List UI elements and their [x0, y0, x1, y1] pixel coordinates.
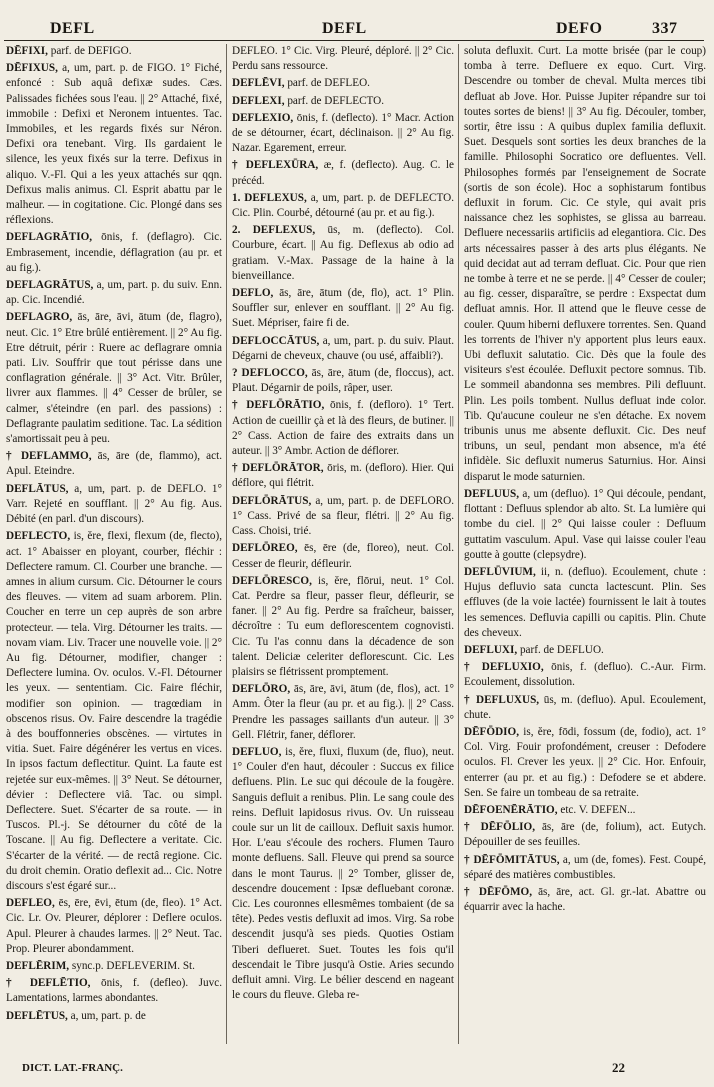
entry-headword: † DEFLAMMO, [6, 450, 92, 463]
footer-sheet-number: 22 [612, 1060, 625, 1075]
entry-definition: ōnis, f. (defleo). Juvc. Lamentations, larmes abondantes. [6, 977, 222, 1005]
entry-headword: DEFLEXI, [232, 94, 285, 107]
dictionary-entry [232, 223, 454, 284]
entry-definition: a, um, part. p. de DEFLO. 1° Varr. Rejeté en soufflant. || 2° Au fig. Aus. Débité (en parl. d'un discours). [6, 482, 222, 526]
entry-headword: † DEFLUXIO, [464, 661, 544, 674]
entry-definition: a, um (defluo). 1° Qui découle, pendant, flottant : Defluus splendor ab alto. St. La lumière qui tombe du ciel. || 2° Qui laisse couler : Defluum guttatim vasculum. Apul. Vase qui laisse couler l'eau goutte à goutte (clepsydre). [464, 487, 706, 561]
entry-headword: DEFLŌRO, [232, 683, 291, 696]
entry-definition: ōnis, f. (defluo). C.-Aur. Firm. Ecoulement, dissolution. [464, 661, 706, 689]
entry-headword: ? DEFLOCCO, [232, 367, 308, 380]
dictionary-entry [464, 660, 706, 690]
column-divider [226, 44, 227, 1044]
entry-headword: DEFLEXIO, [232, 111, 294, 124]
entry-definition: ōnis, f. (deflagro). Cic. Embrasement, incendie, déflagration (au pr. et au fig.). [6, 231, 222, 274]
entry-headword: † DEFLEXŪRA, [232, 159, 319, 172]
entry-headword: † DEFLŌRĀTIO, [232, 399, 325, 412]
entry-headword: † DĒFŌLIO, [464, 821, 536, 834]
entry-headword: † DĒFŌMO, [464, 885, 533, 898]
dictionary-entry [232, 366, 454, 396]
dictionary-entry [232, 94, 454, 109]
entry-definition: sync.p. DEFLEVERIM. St. [71, 959, 195, 972]
dictionary-entry [464, 643, 706, 658]
dictionary-entry [232, 574, 454, 680]
dictionary-entry [6, 976, 222, 1006]
dictionary-entry [6, 449, 222, 479]
entry-headword: 1. DEFLEXUS, [232, 191, 307, 204]
dictionary-entry [232, 745, 454, 1003]
dictionary-entry [232, 334, 454, 364]
dictionary-entry [464, 803, 706, 818]
entry-headword: DĒFŌDIO, [464, 725, 520, 738]
entry-headword: DEFLO, [232, 287, 274, 300]
dictionary-entry [464, 725, 706, 801]
dictionary-entry [464, 565, 706, 641]
column-3 [464, 44, 706, 1044]
entry-headword: † DEFLĒTIO, [6, 977, 91, 990]
column-2 [232, 44, 454, 1044]
dictionary-entry [6, 959, 222, 974]
entry-definition: ēs, ēre, ēvi, ētum (de, fleo). 1° Act. Cic. Lr. Ov. Pleurer, déplorer : Deflere oculos. Apul. Pleurer à chaudes larmes. || 2° Neut. Tac. Prop. Pleurer abondamment. [6, 897, 222, 955]
dictionary-entry [232, 461, 454, 491]
entry-headword: † DĒFŌMITĀTUS, [464, 853, 560, 866]
entry-definition: a, um (de, fomes). Fest. Coupé, séparé des matières combustibles. [464, 853, 706, 881]
entry-definition: DEFLEO. 1° Cic. Virg. Pleuré, déploré. || 2° Cic. Perdu sans ressource. [232, 45, 454, 73]
entry-definition: is, ĕre, fōdi, fossum (de, fodio), act. 1° Col. Virg. Fouir profondément, creuser : Defodere oculos. Fl. Crever les yeux. || 2° Cic. Hor. Enfouir, enterrer (au pr. et au fig.) : Defodere se et abdere. Sen. Se faire un tombeau de sa retraite. [464, 725, 706, 799]
entry-headword: DEFLOCCĀTUS, [232, 334, 320, 347]
footer-signature: DICT. LAT.-FRANÇ. [22, 1062, 123, 1074]
entry-headword: DEFLŌRESCO, [232, 574, 312, 587]
entry-headword: DEFLUXI, [464, 643, 518, 656]
header-rule [4, 40, 704, 41]
dictionary-entry [464, 853, 706, 883]
entry-definition: a, um, part. p. de FIGO. 1° Fiché, enfoncé : Sub aquâ defixæ sudes. Cæs. Palissades fichées sous l'eau. || 2° Attaché, fixé, immobile : Defixi et Neronem intuentes. Tac. Immobiles, et les regards fixés sur Néron. Defixi ora tenebant. Virg. Ils gardaient le silence, les yeux fixés sur la terre. Defixus in aliquo. V.-Fl. Qui a les yeux attachés sur qqn. Defixus malis animus. Cl. Esprit abattu par le malheur. — in cogitatione. Cic. Plongé dans ses réflexions. [6, 62, 222, 227]
dictionary-entry [232, 494, 454, 540]
column-1 [6, 44, 222, 1044]
entry-definition: parf. de DEFLUO. [519, 643, 604, 656]
entry-definition: ēs, ēre (de, floreo), neut. Col. Cesser de fleurir, défleurir. [232, 542, 454, 570]
entry-definition: parf. de DEFLEO. [287, 77, 370, 90]
entry-headword: DEFLUUS, [464, 487, 520, 500]
dictionary-entry [464, 885, 706, 915]
entry-definition: a, um, part. p. du suiv. Plaut. Dégarni de cheveux, chauve (ou usé, affaibli?). [232, 334, 454, 362]
dictionary-entry [6, 230, 222, 276]
entry-definition: ās, āre, ātum (de, flo), act. 1° Plin. Souffler sur, enlever en soufflant. || 2° Au fig. Suet. Mépriser, faire fi de. [232, 287, 454, 330]
page-header [0, 0, 714, 44]
entry-headword: DEFLĒVI, [232, 77, 285, 90]
entry-definition: parf. de DEFLECTO. [287, 94, 385, 107]
dictionary-entry [6, 44, 222, 59]
entry-definition: ii, n. (defluo). Ecoulement, chute : Hujus defluvio sata cuncta lactescunt. Plin. Ses effluves (de la voie lactée) fournissent le lait à toutes les semences. Defluvia capilli ou capitis. Plin. Chute des cheveux. [464, 565, 706, 639]
dictionary-entry [6, 61, 222, 228]
dictionary-entry [6, 1009, 222, 1024]
running-head-left: DEFL [50, 20, 95, 37]
page-number: 337 [652, 20, 678, 37]
entry-headword: DEFLĒRIM, [6, 959, 70, 972]
entry-headword: DEFLĒTUS, [6, 1009, 68, 1022]
entry-headword: DEFLEO, [6, 897, 55, 910]
entry-headword: † DEFLŌRĀTOR, [232, 462, 324, 475]
entry-definition: ās, āre (de, flammo), act. Apul. Eteindre. [6, 450, 222, 478]
entry-headword: DĒFIXI, [6, 45, 48, 57]
entry-definition: a, um, part. p. du suiv. Enn. ap. Cic. Incendié. [6, 279, 222, 307]
entry-headword: DEFLAGRĀTUS, [6, 279, 94, 292]
entry-headword: DĒFOENĒRĀTIO, [464, 803, 558, 816]
running-head-right: DEFO [556, 20, 603, 37]
entry-headword: DEFLŌREO, [232, 542, 298, 555]
entry-definition: ūs, m. (defluo). Apul. Ecoulement, chute. [464, 693, 706, 721]
entry-definition: a, um, part. p. de DEFLECTO. Cic. Plin. Courbé, détourné (au pr. et au fig.). [232, 191, 454, 220]
entry-definition: is, ĕre, fluxi, fluxum (de, fluo), neut. 1° Couler d'en haut, découler : Succus ex filice defluens. Plin. Le suc qui découle de la fougère. Sanguis defluit a renibus. Plin. Le sang coule des reins. Defluit lapidosus rivus. Ov. Un ruisseau coule sur un lit de cailloux. Defluit saxis humor. Hor. L'eau s'écoule des rochers. Flumen Tauro monte defluens. Sall. Fleuve qui prend sa source dans le mont Taurus. || 2° Tomber, glisser de, descendre doucement : Ipsæ defluebant coronæ. Cic. Les couronnes ellesmêmes tombaient (de sa tête). Pedes vestis defluxit ad imos. Virg. Sa robe descendit jusqu'à ses pieds. Quoties Ostiam Tiberi deflueret. Suet. Toutes les fois qu'il descendait le Tibre jusqu'à Ostie. Aries secundo defluit amni. Virg. Le bélier descend en nageant le cours du fleuve. Gleba re- [232, 745, 454, 1002]
entry-headword: DEFLŌRĀTUS, [232, 494, 312, 507]
entry-definition: ūs, m. (deflecto). Col. Courbure, écart. || Au fig. Deflexus ab odio ad gratiam. V.-Max. Passage de la haine à la bienveillance. [232, 224, 454, 282]
dictionary-entry [232, 44, 454, 74]
entry-definition: a, um, part. p. de DEFLORO. 1° Cass. Privé de sa fleur, flétri. || 2° Au fig. Cass. Choisi, trié. [232, 494, 454, 538]
entry-headword: 2. DEFLEXUS, [232, 224, 316, 237]
column-divider [458, 44, 459, 1044]
entry-headword: DEFLUO, [232, 745, 282, 758]
entry-headword: DĒFIXUS, [6, 62, 58, 75]
entry-definition: a, um, part. p. de [70, 1009, 146, 1022]
entry-definition: is, ĕre, flexi, flexum (de, flecto), act. 1° Abaisser en ployant, courber, fléchir : Deflectere ramum. Cl. Courber une branche. — amnes in alium cursum. Cic. Détourner le cours des fleuves. — vitem ad suam arborem. Plin. Coucher en terre un cep auprès de son arbre protecteur. — tela. Virg. Détourner les traits. — novam viam. Liv. Tracer une nouvelle voie. || 2° Au fig. Détourner, modifier, changer : Deflectere lumina. Ov. oculos. V.-Fl. Détourner les yeux. — sententiam. Cic. Faire fléchir, modifier son opinion. — tragœdiam in obscenos risus. Ov. Faire descendre la tragédie à des bouffonneries obscènes. — virtutes in vitia. Suet. Faire dégénérer les vertus en vices. In ipsos factum deflectitur. Quint. La faute est rejetée sur eux-mêmes. || 3° Neut. Se détourner, dévier : Deflectere viâ. Tac. ou simpl. Deflectere. Suet. S'écarter de sa route. — in Tuscos. Pl.-j. Se détourner du côté de la Toscane. || Au fig. Deflectere a veritate. Cic. S'écarter de la vérité. — de rectâ regione. Cic. du droit chemin. Oratio deflexit ad... Cic. Notre discours s'est égaré sur... [6, 530, 222, 892]
dictionary-entry [232, 111, 454, 157]
entry-definition: parf. de DEFIGO. [50, 45, 132, 57]
dictionary-entry [232, 191, 454, 221]
entry-headword: DEFLECTO, [6, 530, 71, 543]
entry-definition: etc. V. DEFEN... [560, 803, 636, 816]
entry-definition: is, ĕre, flōrui, neut. 1° Col. Cat. Perdre sa fleur, passer fleur, défleurir, se faner. || 2° Au fig. Perdre sa fraîcheur, baisser, décroître : Tu eum deflorescentem cognovisti. Cic. Tu l'as connu dans la décadence de son talent. Deliciæ celeriter deflorescunt. Cic. Les plaisirs se flétrissent promptement. [232, 574, 454, 678]
dictionary-entry [6, 529, 222, 894]
dictionary-entry [464, 487, 706, 563]
dictionary-entry [6, 896, 222, 957]
entry-definition: ās, āre (de, folium), act. Eutych. Dépouiller de ses feuilles. [464, 821, 706, 849]
dictionary-entry [6, 310, 222, 447]
entry-definition: ōnis, f. (defloro). 1° Tert. Action de cueillir çà et là des fleurs, de butiner. || 2° Cass. Action de faire des extraits dans un auteur. || 3° Ambr. Action de déflorer. [232, 399, 454, 458]
dictionary-entry [232, 76, 454, 91]
dictionary-entry [6, 278, 222, 308]
entry-definition: ōris, m. (defloro). Hier. Qui déflore, qui flétrit. [232, 462, 454, 490]
dictionary-entry [232, 158, 454, 188]
dictionary-entry [464, 693, 706, 723]
entry-definition: ās, āre, act. Gl. gr.-lat. Abattre ou équarrir avec la hache. [464, 885, 706, 914]
dictionary-entry [464, 44, 706, 485]
running-head-center: DEFL [322, 20, 367, 37]
entry-definition: ās, āre, āvi, ātum (de, flagro), neut. Cic. 1° Etre brûlé entièrement. || 2° Au fig. Etre détruit, périr : Ruere ac deflagrare omnia pati. Liv. Souffrir que tout périsse dans une conflagration générale. || 3° Act. Vitr. Brûler, livrer aux flammes. || 4° Cesser de brûler, se calmer, s'éteindre (en parl. des passions) : Deflagrante paulatim seditione. Tac. La sédition s'amortissait peu à peu. [6, 311, 222, 446]
dictionary-entry [232, 541, 454, 571]
entry-headword: † DEFLUXUS, [464, 693, 540, 706]
entry-headword: DEFLĀTUS, [6, 482, 69, 495]
dictionary-entry [232, 398, 454, 459]
entry-definition: æ, f. (deflecto). Aug. C. le précéd. [232, 159, 454, 187]
entry-definition: ās, āre, ātum (de, floccus), act. Plaut. Dégarnir de poils, râper, user. [232, 367, 454, 395]
entry-headword: DEFLAGRO, [6, 311, 73, 324]
dictionary-entry [232, 682, 454, 743]
dictionary-entry [464, 820, 706, 850]
entry-definition: soluta defluxit. Curt. La motte brisée (par le coup) tomba à terre. Defluere ex equo. Curt. Virg. Descendre ou tomber de cheval. Multa merces tibi defluat ab Jove. Hor. Puisse Jupiter répandre sur toi toutes sortes de biens! || 3° Au fig. Découler, tomber, sortir, être issu : A quibus duplex familia defluxit. Suet. Desquels sont sorties les deux branches de la famille. Philosophi Socratico ore defluentes. Vell. Philosophes formés par l'enseignement de Socrate (sortis de son école). Hoc a sophistarum fontibus defluxit in forum. Cic. Ce style, qui avait pris naissance chez les sophistes, se glissa au barreau. Defluere necessariis artificiis ad elegantiora. Cic. Des arts nécessaires passer à des arts plus élégants. Ne quid decidat aut ad terram defluat. Cic. Pour que rien ne tombe à terre et ne se perde. || 4° Cesser de couler; au fig. cesser, disparaître, se perdre : Exspectat dum defluat amnis. Hor. Il attend que le fleuve cesse de couler. Quum hiberni defluxere torrentes. Sen. Quand les torrents de l'hiver n'y apportent plus leurs eaux. Ubi defluxit salutatio. Cic. Dès que la foule des visiteurs s'est écoulée. Defluxit pectore somnus. Tib. Le sommeil abandonna ses membres. Pili defluunt. Plin. Les poils tombent. Nullus defluat inde color. Tib. Qu'aucune couleur ne s'en détache. Ex novem tribunis unus me absente defluxit. Cic. Des neuf tribuns, un seul, pendant mon absence, m'a été infidèle. Sic defluxit numerus Saturnius. Hor. Ainsi disparut le mode saturnien. [464, 45, 706, 483]
entry-headword: DEFLAGRĀTIO, [6, 231, 93, 244]
entry-definition: ōnis, f. (deflecto). 1° Macr. Action de se détourner, écart, déclinaison. || 2° Au fig. Nazar. Egarement, erreur. [232, 111, 454, 155]
entry-definition: ās, āre, āvi, ātum (de, flos), act. 1° Amm. Ôter la fleur (au pr. et au fig.). || 2° Cass. Prendre les passages saillants d'un auteur. || 3° Gell. Flétrir, faner, déflorer. [232, 683, 454, 741]
dictionary-entry [232, 286, 454, 332]
entry-headword: DEFLŪVIUM, [464, 565, 536, 578]
dictionary-entry [6, 482, 222, 528]
